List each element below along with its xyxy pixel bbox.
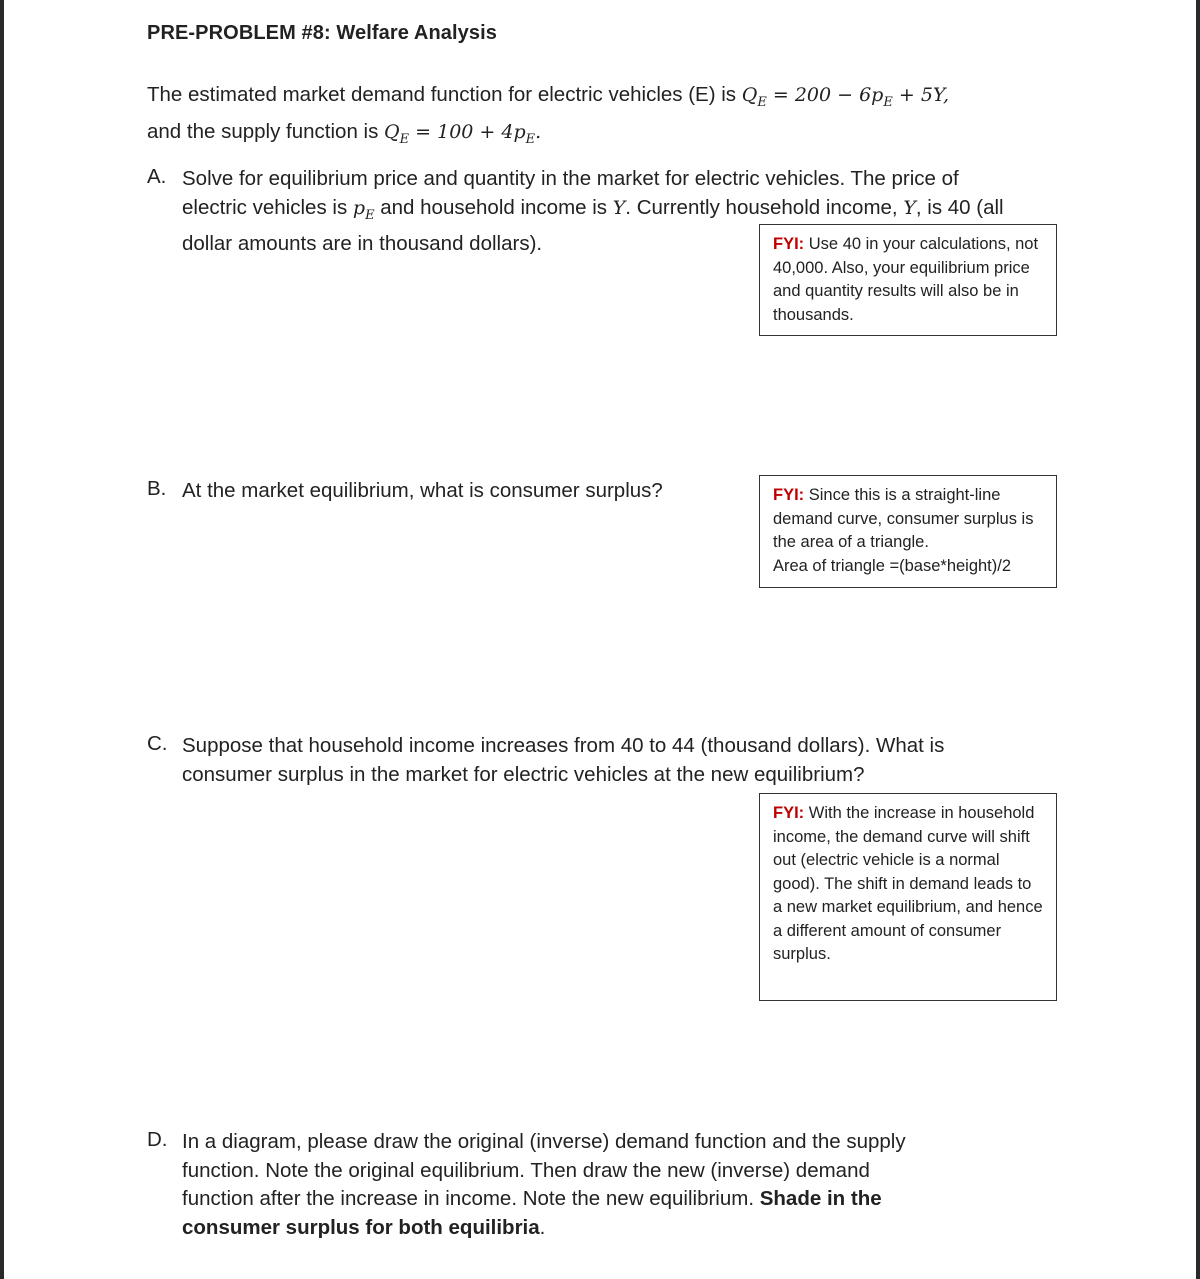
fyi-b-text: Since this is a straight-line demand curve, consumer surplus is the area of a triangle.	[773, 486, 1034, 551]
supply-equation: $Q_E = 100 + 4p_E$.	[384, 120, 542, 147]
demand-equation: $Q_E = 200 - 6p_E + 5Y$,	[741, 84, 950, 110]
question-d-body: In a diagram, please draw the original (inverse) demand function and the supply function. Note the original equilibrium. Then draw the new (inverse) demand function after the increase in income. Note the new equilibrium.	[182, 1130, 906, 1210]
intro-line-2	[147, 117, 1047, 154]
fyi-c-text: With the increase in household income, the demand curve will shift out (electric vehicle is a normal good). The shift in demand leads to a new market equilibrium, and hence a different amount of consumer surplus.	[773, 804, 1043, 963]
income-variable-2: Y	[903, 196, 916, 219]
question-d-bold: Shade in the consumer surplus for both equilibria	[182, 1187, 882, 1239]
fyi-label: FYI:	[773, 804, 805, 822]
right-edge-border	[1196, 0, 1200, 1279]
page-title: PRE-PROBLEM #8: Welfare Analysis	[147, 22, 497, 44]
intro-text-supply: and the supply function is	[147, 119, 385, 143]
question-a-part4: , is 40 (all dollar amounts are in thousand dollars).	[182, 195, 1004, 255]
question-c-letter: C.	[147, 732, 168, 755]
price-variable: $p_E$	[352, 196, 375, 223]
question-a-part3: . Currently household income,	[625, 195, 904, 219]
income-variable: Y	[612, 196, 626, 219]
left-edge-border	[0, 0, 4, 1279]
question-b-letter: B.	[147, 477, 167, 500]
fyi-b-formula: Area of triangle =(base*height)/2	[773, 556, 1012, 575]
question-d-end: .	[539, 1215, 546, 1239]
fyi-box-a	[759, 224, 1057, 336]
fyi-box-c	[759, 793, 1057, 1001]
question-a-part1: Solve for equilibrium price and quantity in the market for electric vehicles. The price of electric vehicles is	[182, 167, 959, 219]
fyi-label: FYI:	[773, 486, 805, 504]
question-d-text	[182, 1128, 942, 1242]
question-b-text: At the market equilibrium, what is consumer surplus?	[182, 479, 663, 502]
intro-text-demand: The estimated market demand function for electric vehicles (E) is	[147, 83, 742, 106]
intro-line-1	[147, 80, 1047, 117]
fyi-label: FYI:	[773, 235, 805, 253]
question-a-letter: A.	[147, 165, 167, 188]
question-c-text: Suppose that household income increases from 40 to 44 (thousand dollars). What is consumer surplus in the market for electric vehicles at the new equilibrium?	[182, 734, 945, 786]
question-a-part2: and household income is	[374, 195, 613, 219]
fyi-a-text: Use 40 in your calculations, not 40,000. Also, your equilibrium price and quantity results will also be in thousands.	[773, 235, 1039, 324]
intro-paragraph	[147, 80, 1047, 154]
fyi-box-b	[759, 475, 1057, 588]
question-d-letter: D.	[147, 1128, 168, 1151]
